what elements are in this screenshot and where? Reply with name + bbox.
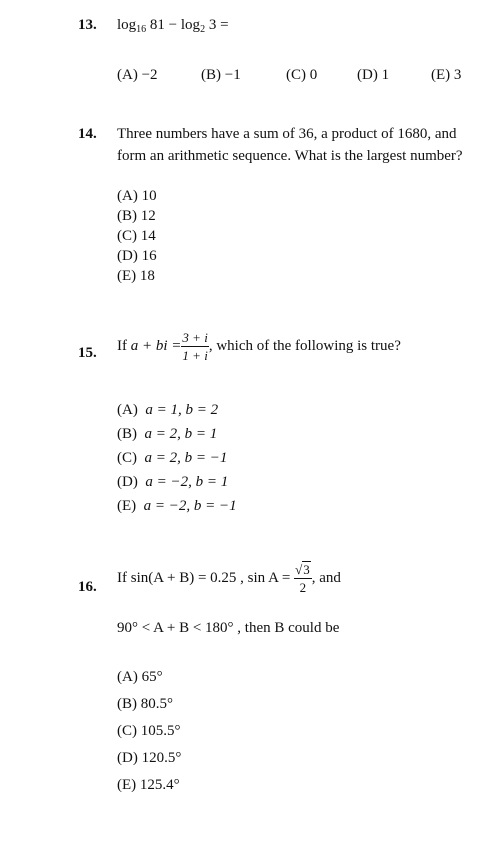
q13-option-b: (B) −1 <box>201 67 241 83</box>
q16-option-c: (C) 105.5° <box>117 723 181 739</box>
q14-option-e: (E) 18 <box>117 268 155 284</box>
q16-option-a: (A) 65° <box>117 669 163 685</box>
q13-option-e: (E) 3 <box>431 67 462 83</box>
q16-option-b: (B) 80.5° <box>117 696 173 712</box>
q14-option-b: (B) 12 <box>117 208 156 224</box>
q13-option-a: (A) −2 <box>117 67 158 83</box>
q16-option-e: (E) 125.4° <box>117 777 180 793</box>
q15-option-a: (A) a = 1, b = 2 <box>117 402 219 418</box>
q16-options <box>117 664 181 799</box>
q14-text-line1: Three numbers have a sum of 36, a product of 1680, and <box>117 126 457 142</box>
q15-lhs: a + bi = <box>130 337 182 354</box>
q15-option-d: (D) a = −2, b = 1 <box>117 474 229 490</box>
q15-option-e: (E) a = −2, b = −1 <box>117 498 237 514</box>
q16-stem-line2: 90° < A + B < 180° , then B could be <box>117 620 340 636</box>
q14-option-a: (A) 10 <box>117 188 157 204</box>
q16-stem-line1: If sin(A + B) = 0.25 , sin A = $\frac{√3}{2}$ , and <box>117 562 341 595</box>
q14-option-d: (D) 16 <box>117 248 157 264</box>
q15-fraction: $\frac{3 + i}{1 + i}$ <box>182 330 208 363</box>
q16-fraction: $\frac{√3}{2}$ <box>295 562 310 595</box>
sqrt-symbol: √3 <box>295 562 310 577</box>
q13-option-c: (C) 0 <box>286 67 318 83</box>
q15-option-b: (B) a = 2, b = 1 <box>117 426 218 442</box>
q15-option-c: (C) a = 2, b = −1 <box>117 450 228 466</box>
q16-option-d: (D) 120.5° <box>117 750 182 766</box>
q14-number: 14. <box>78 126 97 142</box>
q13-number: 13. <box>78 17 97 33</box>
q15-stem: If a + bi = $\frac{3 + i}{1 + i}$ , which of the following is true? <box>117 330 401 363</box>
q14-option-c: (C) 14 <box>117 228 156 244</box>
q13-expression: $\log_{16} 81 - \log_2 3$ = <box>117 17 229 35</box>
q13-option-d: (D) 1 <box>357 67 390 83</box>
q16-number: 16. <box>78 579 97 595</box>
q15-number: 15. <box>78 345 97 361</box>
q15-options <box>117 398 237 518</box>
q14-options <box>117 186 157 286</box>
q14-text-line2: form an arithmetic sequence. What is the largest number? <box>117 148 463 164</box>
